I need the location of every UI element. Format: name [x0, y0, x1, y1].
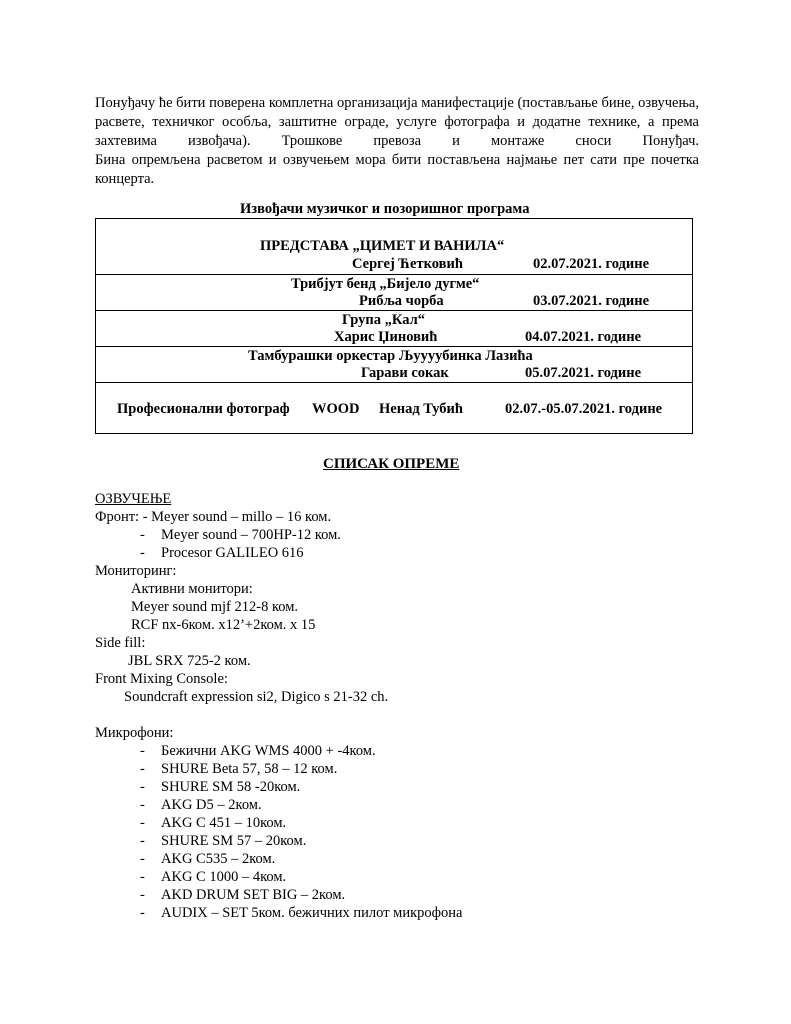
row-title: ПРЕДСТАВА „ЦИМЕТ И ВАНИЛА“: [260, 238, 505, 254]
table-row: [96, 311, 692, 347]
row-title: Тамбурашки оркестар Љуууубинка Лазића: [248, 348, 533, 364]
row-performer: Харис Џиновић: [334, 329, 438, 345]
console-label: Front Mixing Console:: [95, 671, 228, 687]
table-row: [96, 219, 692, 275]
row-performer: Гарави сокак: [361, 365, 449, 381]
list-item: Активни монитори:: [131, 581, 253, 597]
list-dash: -: [140, 797, 145, 813]
row-date: 02.07.2021. године: [533, 256, 650, 272]
row-date: 04.07.2021. године: [525, 329, 642, 345]
row-performer: Сергеј Ћетковић: [352, 256, 463, 272]
row-title: Група „Кал“: [342, 312, 425, 328]
list-dash: -: [140, 833, 145, 849]
list-item: AUDIX – SET 5ком. бежичних пилот микрофона: [161, 905, 463, 921]
intro-text: [95, 94, 699, 189]
intro-paragraph-1: Понуђачу ће бити поверена комплетна организација манифестације (постављање бине, озвучења, расвете, техничког особља, заштитне ограде, услуге фотографа и додатне технике, а према захтевима извођача). Трошкове превоза и монтаже сноси Понуђач.: [95, 95, 699, 149]
list-item: SHURE SM 58 -20ком.: [161, 779, 301, 795]
equipment-list-heading: СПИСАК ОПРЕМЕ: [323, 456, 460, 472]
list-item: RCF nx-6ком. x12’+2ком. x 15: [131, 617, 316, 633]
list-dash: -: [140, 527, 145, 543]
list-item: JBL SRX 725-2 ком.: [128, 653, 251, 669]
list-item: Meyer sound – 700HP-12 ком.: [161, 527, 341, 543]
list-item: SHURE Beta 57, 58 – 12 ком.: [161, 761, 338, 777]
list-item: AKG D5 – 2ком.: [161, 797, 262, 813]
list-dash: -: [140, 887, 145, 903]
microphones-label: Микрофони:: [95, 725, 174, 741]
sidefill-label: Side fill:: [95, 635, 146, 651]
performers-table-title: Извођачи музичког и позоришног програма: [240, 201, 530, 217]
list-dash: -: [140, 905, 145, 921]
list-dash: -: [140, 779, 145, 795]
list-item: AKD DRUM SET BIG – 2ком.: [161, 887, 346, 903]
performers-table: [95, 218, 693, 434]
front-label: Фронт: - Meyer sound – millo – 16 ком.: [95, 509, 332, 525]
list-item: Procesor GALILEO 616: [161, 545, 304, 561]
intro-paragraph-2: Бина опремљена расветом и озвучењем мора бити постављена најмање пет сати пре почетка концерта.: [95, 152, 699, 187]
row-date: 02.07.-05.07.2021. године: [505, 401, 663, 417]
list-dash: -: [140, 869, 145, 885]
table-row: [96, 275, 692, 311]
list-item: Meyer sound mjf 212-8 ком.: [131, 599, 299, 615]
list-item: AKG C 1000 – 4ком.: [161, 869, 287, 885]
row-photographer-name: Ненад Тубић: [379, 401, 463, 417]
list-item: AKG C535 – 2ком.: [161, 851, 276, 867]
list-dash: -: [140, 761, 145, 777]
table-row: [96, 383, 692, 433]
list-item: AKG C 451 – 10ком.: [161, 815, 287, 831]
list-dash: -: [140, 545, 145, 561]
list-item: SHURE SM 57 – 20ком.: [161, 833, 307, 849]
row-date: 03.07.2021. године: [533, 293, 650, 309]
table-row: [96, 347, 692, 383]
list-dash: -: [140, 815, 145, 831]
row-photographer-studio: WOOD: [312, 401, 360, 417]
row-photographer-role: Професионални фотограф: [117, 401, 290, 417]
list-item: Бежични AKG WMS 4000 + -4ком.: [161, 743, 376, 759]
list-item: Soundcraft expression si2, Digico s 21-32 ch.: [124, 689, 389, 705]
equipment-list: [95, 490, 695, 922]
sound-section-title: ОЗВУЧЕЊЕ: [95, 491, 172, 507]
row-performer: Рибља чорба: [359, 293, 444, 309]
list-dash: -: [140, 743, 145, 759]
row-date: 05.07.2021. године: [525, 365, 642, 381]
monitoring-label: Мониторинг:: [95, 563, 177, 579]
list-dash: -: [140, 851, 145, 867]
row-title: Трибјут бенд „Бијело дугме“: [291, 276, 480, 292]
